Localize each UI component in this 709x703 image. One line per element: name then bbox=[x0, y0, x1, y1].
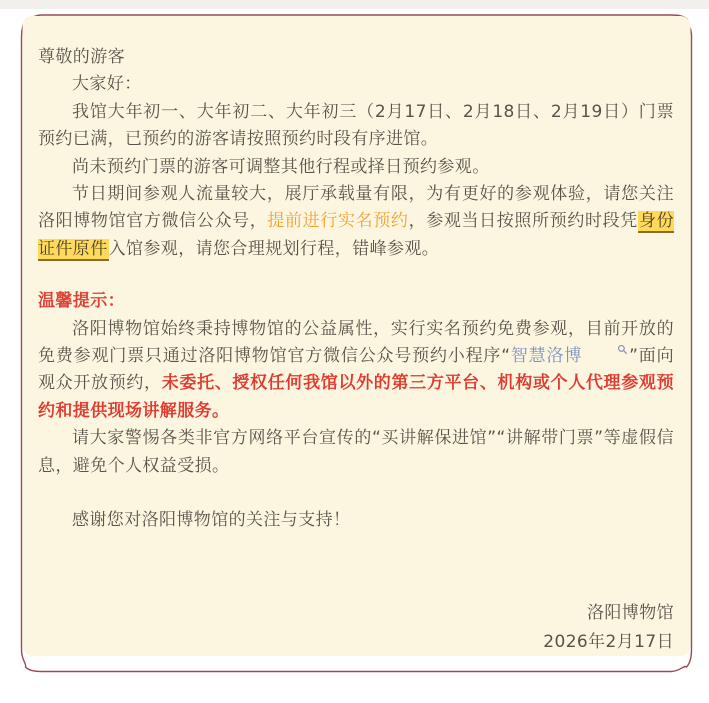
signature-museum-name: 洛阳博物馆 bbox=[587, 602, 674, 623]
no-third-party-warning: 未委托、授权任何我馆以外的第三方平台、机构或个人代理参观预约和提供现场讲解服务。 bbox=[38, 373, 674, 421]
paragraph-thanks: 感谢您对洛阳博物馆的关注与支持！ bbox=[72, 510, 351, 531]
official-text-a: 洛阳博物馆始终秉持博物馆的公益属性，实行实名预约免费参观，目前开放的免费参观门票只通过洛阳博物馆官方微信公众号预约小程序“ bbox=[38, 318, 674, 367]
signature-date: 2026年2月17日 bbox=[543, 631, 674, 652]
realname-reservation-emphasis: 提前进行实名预约 bbox=[267, 211, 409, 232]
paragraph-official-channel bbox=[38, 316, 674, 426]
paragraph-adjust-plans: 尚未预约门票的游客可调整其他行程或择日预约参观。 bbox=[72, 156, 490, 177]
official-text-b: ”面向观众开放预约， bbox=[38, 346, 674, 394]
paragraph-tickets-full: 我馆大年初一、大年初二、大年初三（2月17日、2月18日、2月19日）门票预约已满，已预约的游客请按照预约时段有序进馆。 bbox=[38, 101, 674, 150]
search-icon[interactable] bbox=[583, 337, 628, 364]
notice-content bbox=[38, 44, 674, 657]
greeting-line: 尊敬的游客 bbox=[38, 47, 125, 67]
miniprogram-link[interactable]: 智慧洛博 bbox=[510, 346, 583, 367]
holiday-text-c: 入馆参观，请您合理规划行程，错峰参观。 bbox=[108, 238, 440, 259]
signature-block bbox=[38, 599, 674, 657]
tips-heading: 温馨提示： bbox=[38, 291, 125, 312]
holiday-text-b: ，参观当日按照所预约时段凭 bbox=[408, 211, 638, 232]
paragraph-fraud-warning: 请大家警惕各类非官方网络平台宣传的“买讲解保进馆”“讲解带门票”等虚假信息，避免个人权益受损。 bbox=[38, 428, 674, 476]
id-document-highlight: 身份证件原件 bbox=[38, 211, 674, 259]
salutation-line: 大家好： bbox=[72, 74, 142, 95]
holiday-text-a: 节日期间参观人流量较大，展厅承载量有限，为有更好的参观体验，请您关注洛阳博物馆官方微信公众号， bbox=[38, 184, 674, 232]
paragraph-holiday-visit bbox=[38, 181, 674, 263]
